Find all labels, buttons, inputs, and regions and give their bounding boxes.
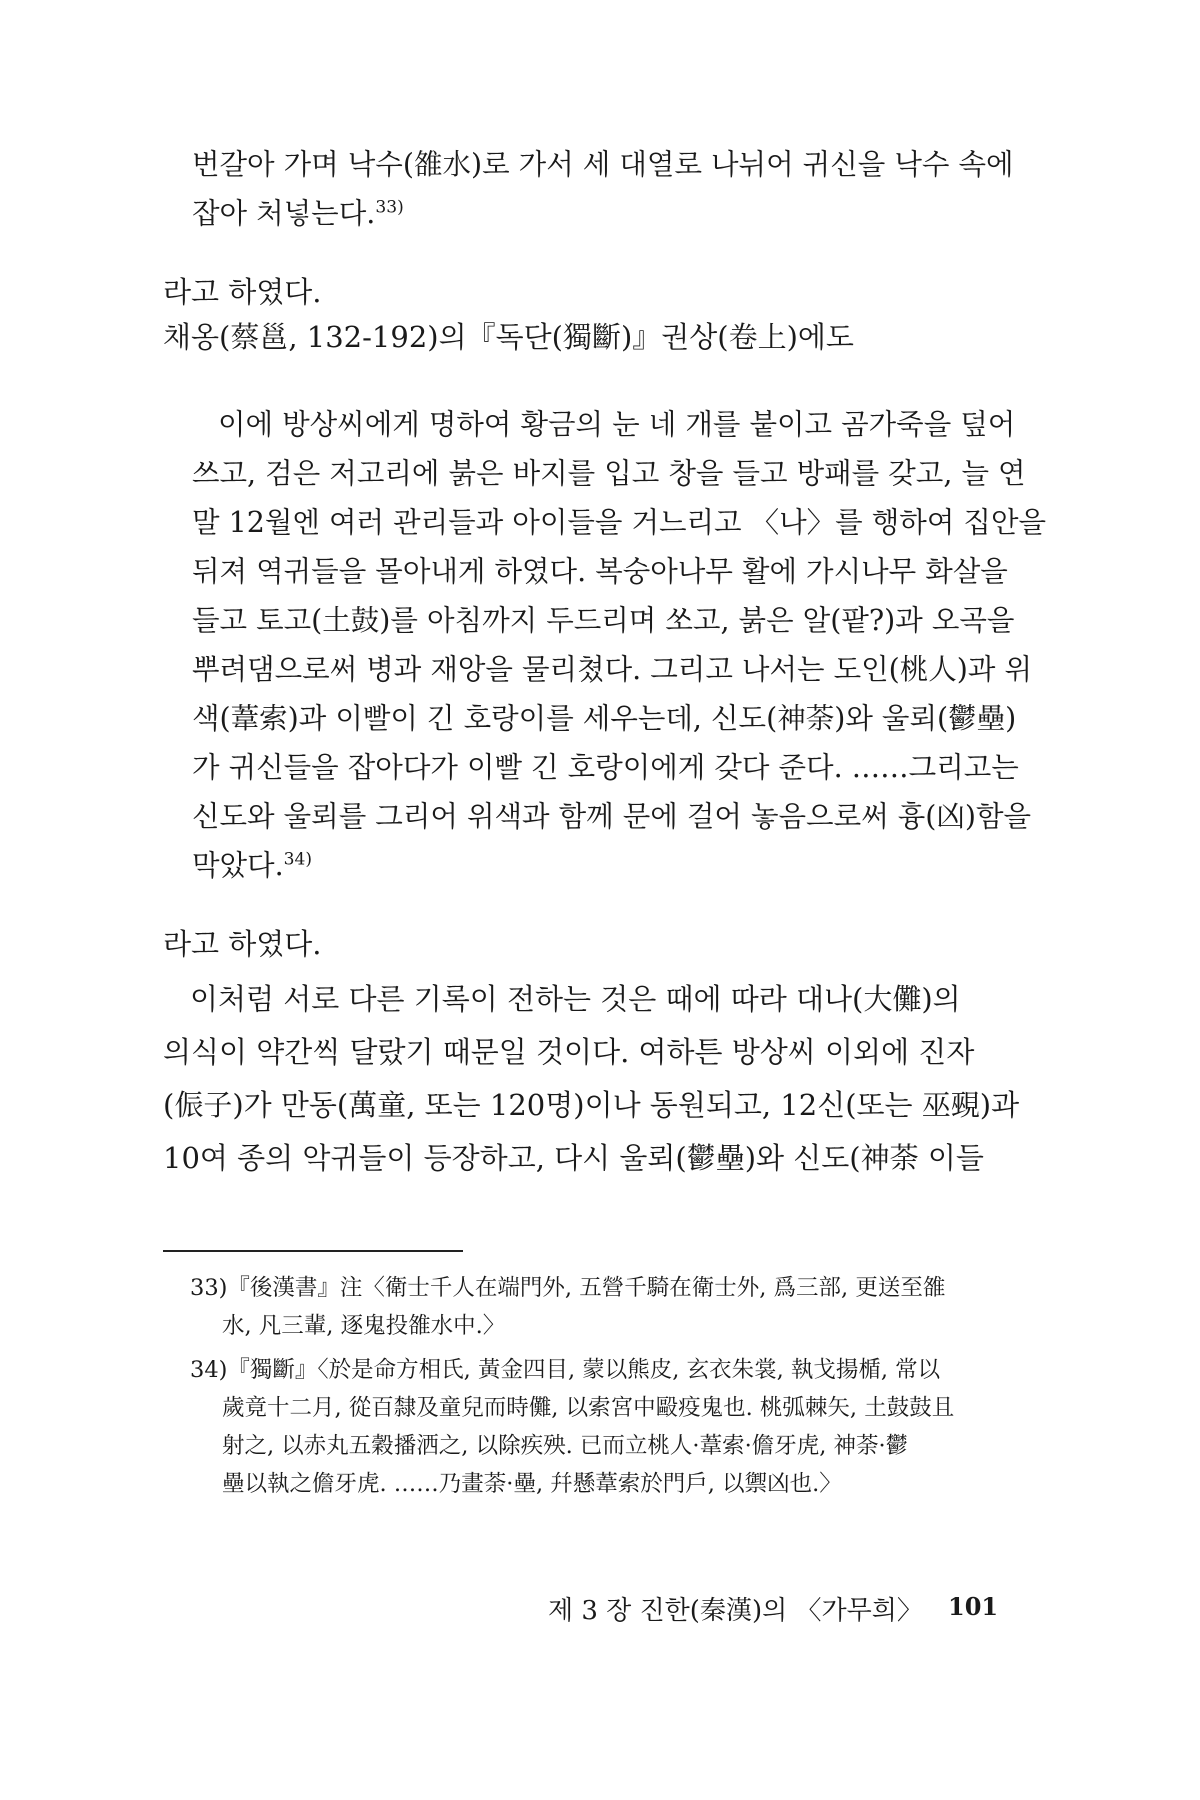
- page-number: 101: [948, 1592, 999, 1621]
- quote2-last-line: 막았다.$^{34)}$: [192, 849, 313, 882]
- footnote-34-line: 壘以執之儋牙虎. ……乃畫荼·壘, 幷懸葦索於門戶, 以禦凶也.〉: [222, 1471, 842, 1497]
- footnote-34-line: 射之, 以赤丸五穀播洒之, 以除疾殃. 已而立桃人·葦索·儋牙虎, 神荼·鬱: [222, 1433, 909, 1459]
- footnote-33-line: 33)『後漢書』注〈衛士千人在端門外, 五營千騎在衛士外, 爲三部, 更送至雒: [190, 1275, 946, 1301]
- quote2-line: 신도와 울뢰를 그리어 위색과 함께 문에 걸어 놓음으로써 흉(凶)함을: [192, 800, 1032, 833]
- footnote-34-line: 34)『獨斷』〈於是命方相氏, 黃金四目, 蒙以熊皮, 玄衣朱裳, 執戈揚楯, 常以: [190, 1357, 941, 1383]
- quote2-line: 색(葦索)과 이빨이 긴 호랑이를 세우는데, 신도(神荼)와 울뢰(鬱壘): [192, 702, 1017, 735]
- para4-line: (侲子)가 만동(萬童, 또는 120명)이나 동원되고, 12신(또는 巫覡)과: [163, 1088, 1020, 1122]
- para-conclusion-2: 라고 하였다.: [163, 927, 322, 961]
- running-footer-chapter: 제 3 장 진한(秦漢)의 〈가무희〉: [548, 1596, 923, 1626]
- para-caiyong-intro: 채옹(蔡邕, 132-192)의『독단(獨斷)』권상(卷上)에도: [163, 320, 854, 354]
- footnote-ref-33: 33): [375, 197, 404, 218]
- footnote-divider: [163, 1250, 463, 1252]
- quote2-line: 뒤져 역귀들을 몰아내게 하였다. 복숭아나무 활에 가시나무 화살을: [192, 555, 1008, 588]
- footnote-33-line: 水, 凡三輩, 逐鬼投雒水中.〉: [222, 1313, 506, 1339]
- quote2-line: 들고 토고(土鼓)를 아침까지 두드리며 쏘고, 붉은 알(팥?)과 오곡을: [192, 604, 1015, 637]
- quote1-line2: 잡아 처넣는다.$^{33)}$: [192, 197, 404, 230]
- para4-line: 이처럼 서로 다른 기록이 전하는 것은 때에 따라 대나(大儺)의: [190, 982, 961, 1016]
- para4-line: 의식이 약간씩 달랐기 때문일 것이다. 여하튼 방상씨 이외에 진자: [163, 1035, 975, 1069]
- quote1-line1: 번갈아 가며 낙수(雒水)로 가서 세 대열로 나뉘어 귀신을 낙수 속에: [192, 148, 1014, 181]
- quote2-line: 가 귀신들을 잡아다가 이빨 긴 호랑이에게 갖다 준다. ……그리고는: [192, 751, 1019, 784]
- footnote-ref-34: 34): [283, 849, 313, 870]
- quote2-line: 쓰고, 검은 저고리에 붉은 바지를 입고 창을 들고 방패를 갖고, 늘 연: [192, 457, 1026, 490]
- para-conclusion-1: 라고 하였다.: [163, 275, 322, 309]
- quote2-line: 이에 방상씨에게 명하여 황금의 눈 네 개를 붙이고 곰가죽을 덮어: [218, 408, 1016, 441]
- quote2-line: 뿌려댐으로써 병과 재앙을 물리쳤다. 그리고 나서는 도인(桃人)과 위: [192, 653, 1032, 686]
- quote2-line: 말 12월엔 여러 관리들과 아이들을 거느리고 〈나〉를 행하여 집안을: [192, 506, 1047, 539]
- para4-line: 10여 종의 악귀들이 등장하고, 다시 울뢰(鬱壘)와 신도(神荼 이들: [163, 1141, 984, 1175]
- footnote-34-line: 歲竟十二月, 從百隸及童兒而時儺, 以索宮中毆疫鬼也. 桃弧棘矢, 土鼓鼓且: [222, 1395, 955, 1421]
